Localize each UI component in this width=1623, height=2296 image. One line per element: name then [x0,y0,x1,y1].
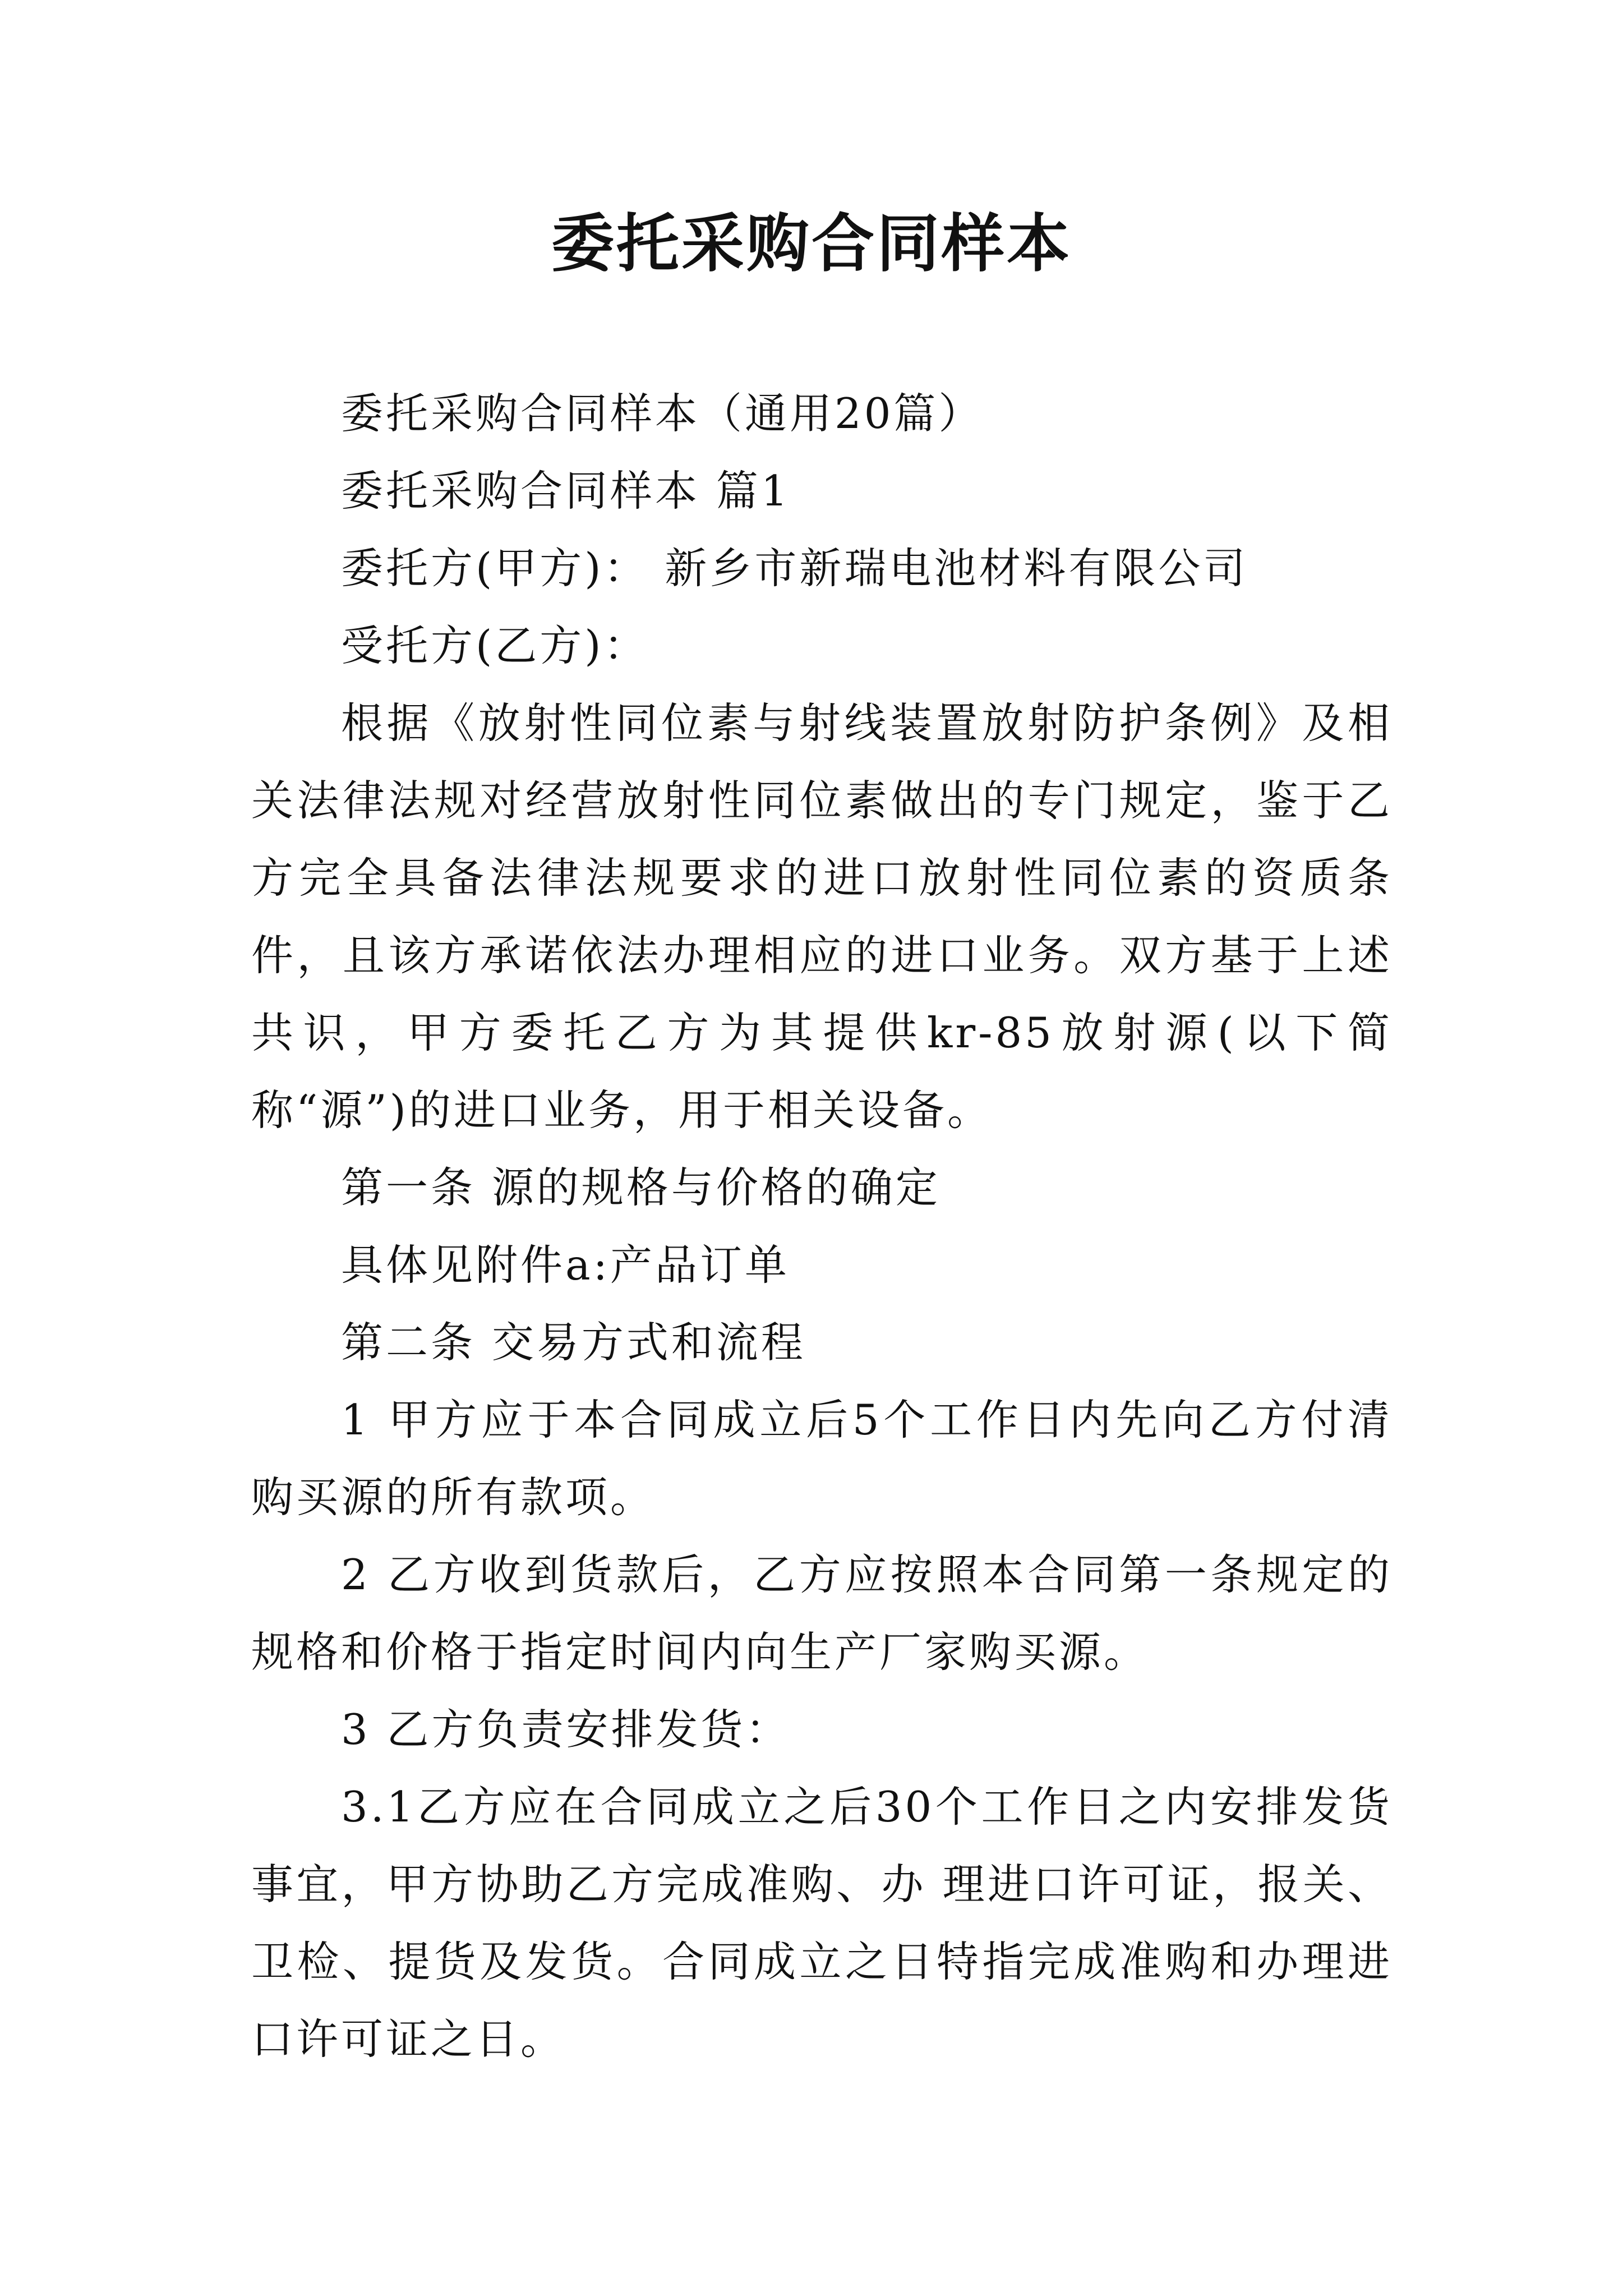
article-1-heading: 第一条 源的规格与价格的确定 [341,1163,940,1212]
article-2-heading: 第二条 交易方式和流程 [341,1318,806,1367]
clause-2: 2 乙方收到货款后，乙方应按照本合同第一条规定的规格和价格于指定时间内向生产厂家购买源。 [251,1550,1393,1677]
party-b-line: 受托方(乙方)： [341,621,649,670]
article-1-text: 具体见附件a:产品订单 [341,1240,790,1290]
subtitle-paragraph: 委托采购合同样本（通用20篇） [341,389,984,438]
preamble-paragraph: 根据《放射性同位素与射线装置放射防护条例》及相关法律法规对经营放射性同位素做出的专门规定，鉴于乙方完全具备法律法规要求的进口放射性同位素的资质条件，且该方承诺依法办理相应的进口业务。双方基于上述共识，甲方委托乙方为其提供kr-85放射源(以下简称“源”)的进口业务，用于相关设备。 [251,698,1393,1135]
document-body [251,375,1393,2078]
clause-1: 1 甲方应于本合同成立后5个工作日内先向乙方付清购买源的所有款项。 [251,1395,1393,1522]
section-heading: 委托采购合同样本 篇1 [341,466,791,516]
clause-3-1: 3.1乙方应在合同成立之后30个工作日之内安排发货事宜，甲方协助乙方完成准购、办 理进口许可证，报关、卫检、提货及发货。合同成立之日特指完成准购和办理进口许可证之日。 [251,1782,1393,2064]
document-title: 委托采购合同样本 [551,207,1072,280]
party-a-line: 委托方(甲方)： 新乡市新瑞电池材料有限公司 [341,544,1248,593]
clause-3: 3 乙方负责安排发货： [341,1705,791,1754]
